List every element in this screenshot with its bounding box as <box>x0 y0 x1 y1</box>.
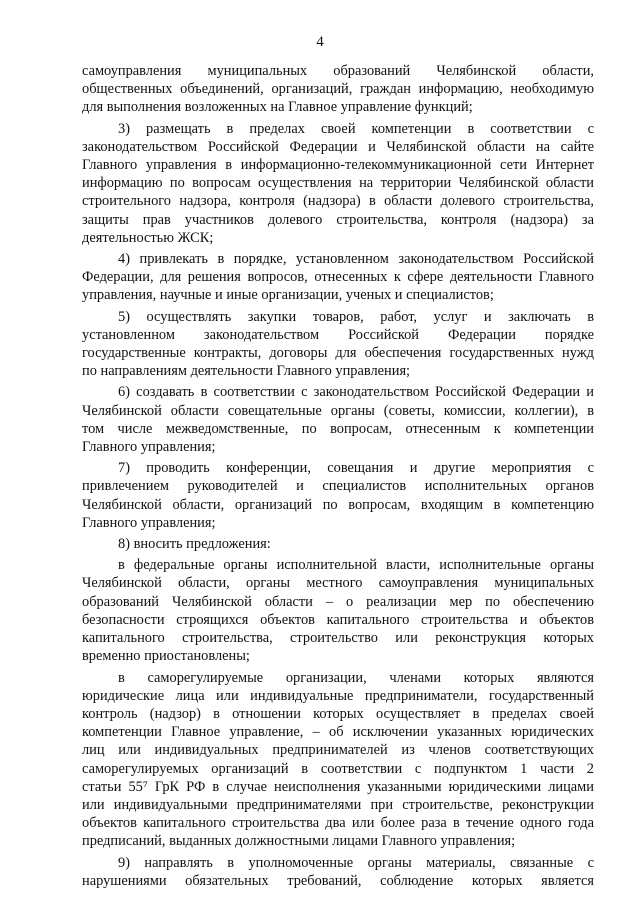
text-line: по направлениям деятельности Главного управления; <box>82 363 411 380</box>
text-line: объектов капитального строительства два или более раза в течение одного года <box>82 815 594 832</box>
text-line: капитального строительства, строительство или реконструкция которых <box>82 630 594 647</box>
paragraph <box>82 854 594 890</box>
text-line: общественных объединений, организаций, граждан информацию, необходимую <box>82 81 594 98</box>
paragraph <box>82 250 594 305</box>
text-line: Челябинской области, органы местного самоуправления муниципальных <box>82 575 594 592</box>
paragraph <box>82 62 594 117</box>
paragraph <box>82 120 594 247</box>
paragraph <box>82 535 594 553</box>
text-line: Федерации, для решения вопросов, отнесенных к сфере деятельности Главного <box>82 269 594 286</box>
text-line: 6) создавать в соответствии с законодательством Российской Федерации и <box>118 384 594 401</box>
text-line: 9) направлять в уполномоченные органы материалы, связанные с <box>118 854 594 871</box>
text-line: законодательством Российской Федерации и Челябинской области на сайте <box>82 138 594 155</box>
paragraph <box>82 556 594 665</box>
text-line: компетенции Главное управление, – об исключении указанных юридических <box>82 724 594 741</box>
text-line: статьи 55⁷ ГрК РФ в случае неисполнения указанными юридическими лицами <box>82 778 594 795</box>
paragraph <box>82 459 594 532</box>
text-line: самоуправления муниципальных образований Челябинской области, <box>82 63 594 79</box>
text-line: временно приостановлены; <box>82 648 250 665</box>
text-line: образований Челябинской области – о реализации мер по обеспечению <box>82 593 594 610</box>
text-line: 5) осуществлять закупки товаров, работ, услуг и заключать в <box>118 308 594 325</box>
text-line: в федеральные органы исполнительной власти, исполнительные органы <box>118 557 594 574</box>
text-line: деятельностью ЖСК; <box>82 229 214 246</box>
text-line: Главного управления; <box>82 439 216 456</box>
text-line: информацию по вопросам осуществления на территории Челябинской области <box>82 175 594 192</box>
text-line: в саморегулируемые организации, членами которых являются <box>118 669 594 686</box>
text-line: 7) проводить конференции, совещания и другие мероприятия с <box>118 460 594 477</box>
text-line: контроль (надзор) в отношении которых осуществляет в пределах своей <box>82 705 594 722</box>
text-line: безопасности строящихся объектов капитального строительства и объектов <box>82 611 594 628</box>
text-line: привлечением руководителей и специалистов исполнительных органов <box>82 478 594 495</box>
text-line: саморегулируемых организаций в соответствии с подпунктом 1 части 2 <box>82 760 594 777</box>
paragraph <box>82 669 594 851</box>
text-line: 4) привлекать в порядке, установленном законодательством Российской <box>118 251 594 268</box>
text-line: 8) вносить предложения: <box>118 536 271 553</box>
text-line: Главного управления; <box>82 514 216 531</box>
text-line: государственные контракты, договоры для обеспечения государственных нужд <box>82 345 594 362</box>
text-line: управления, научные и иные организации, ученых и специалистов; <box>82 287 494 304</box>
document-body <box>82 62 594 893</box>
text-line: предписаний, выданных должностными лицами Главного управления; <box>82 833 516 850</box>
text-line: том числе межведомственные, по вопросам, отнесенным к компетенции <box>82 420 594 437</box>
paragraph <box>82 308 594 381</box>
text-line: Главного управления в информационно-телекоммуникационной сети Интернет <box>82 157 594 174</box>
text-line: Челябинской области совещательные органы (советы, комиссии, коллегии), в <box>82 402 594 419</box>
page-number: 4 <box>316 34 324 50</box>
text-line: строительного надзора, контроля (надзора) в области долевого строительства, <box>82 193 594 210</box>
text-line: юридические лица или индивидуальные предприниматели, государственный <box>82 687 594 704</box>
text-line: 3) размещать в пределах своей компетенции в соответствии с <box>118 120 594 137</box>
text-line: защиты прав участников долевого строительства, контроля (надзора) за <box>82 211 594 228</box>
text-line: или индивидуальными предпринимателями при строительстве, реконструкции <box>82 796 594 813</box>
text-line: нарушениями обязательных требований, соблюдение которых является <box>82 872 594 889</box>
text-line: Челябинской области, организаций по вопросам, входящим в компетенцию <box>82 496 594 513</box>
paragraph <box>82 383 594 456</box>
text-line: установленном законодательством Российской Федерации порядке <box>82 326 594 343</box>
text-line: для выполнения возложенных на Главное управление функций; <box>82 99 473 116</box>
text-line: лиц или индивидуальных предпринимателей из членов соответствующих <box>82 742 594 759</box>
